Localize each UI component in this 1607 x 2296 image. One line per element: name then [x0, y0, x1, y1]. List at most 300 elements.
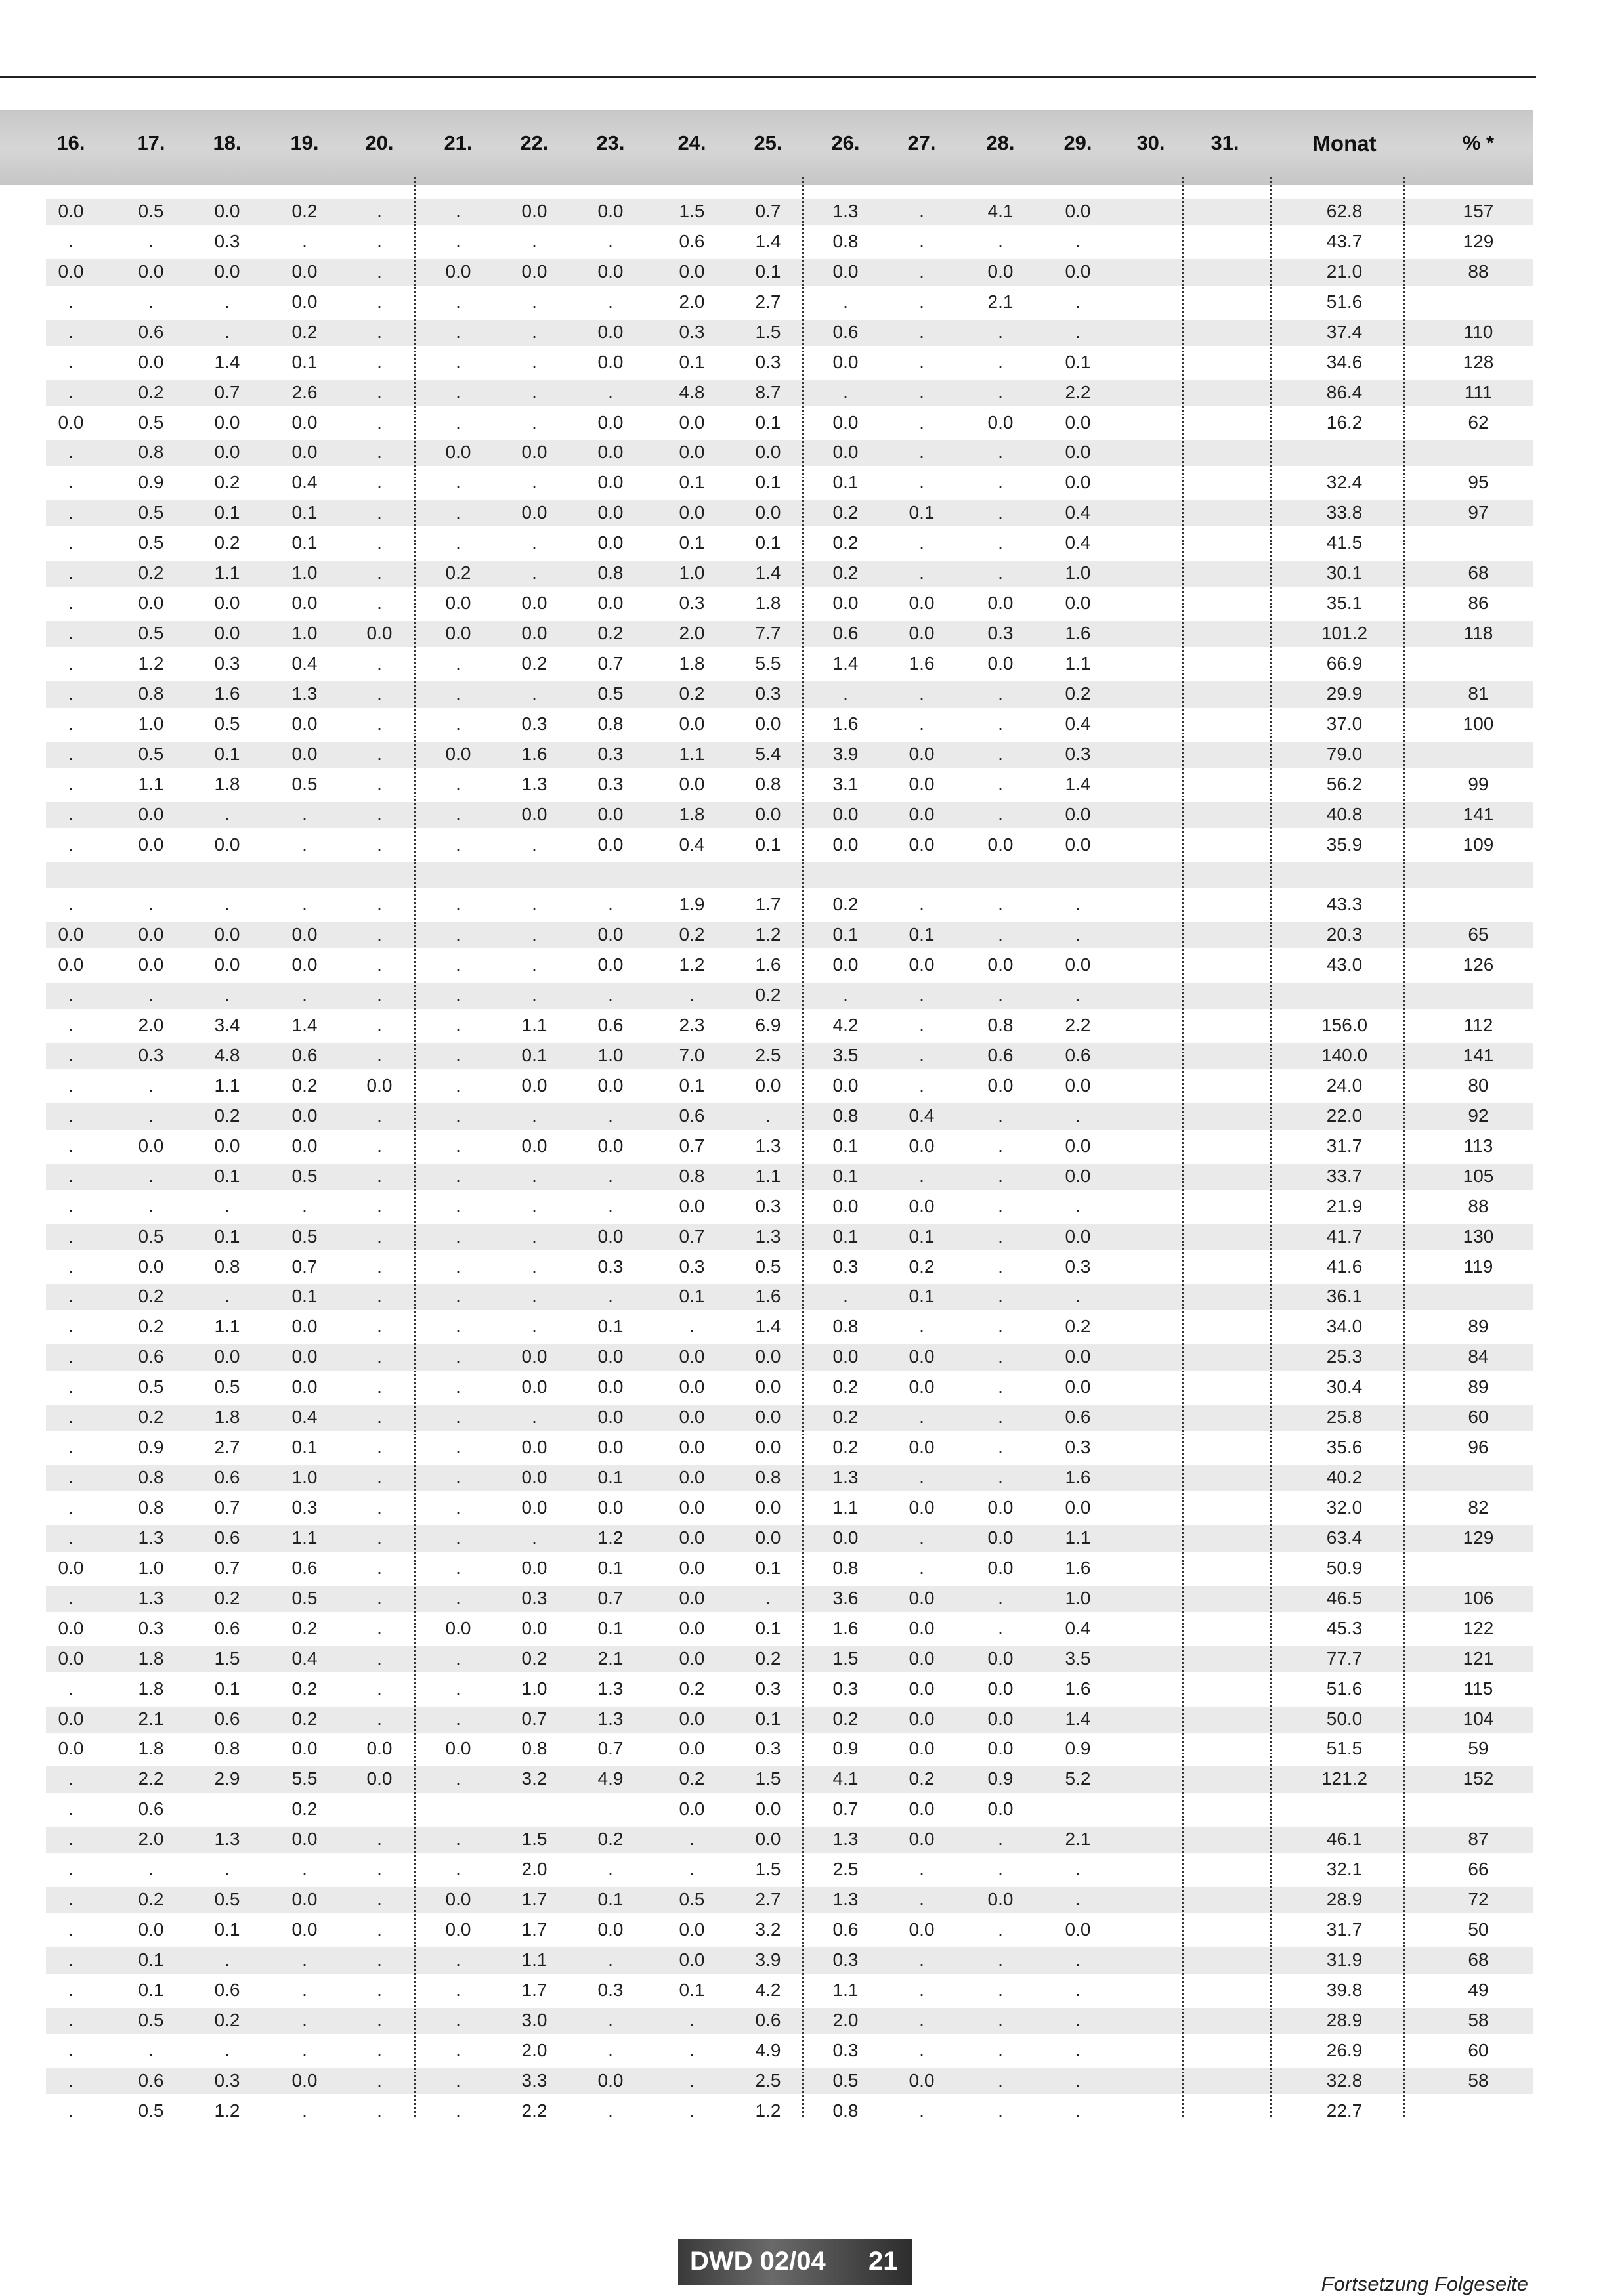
- table-cell: 0.3: [214, 230, 240, 251]
- table-cell: 0.0: [366, 1768, 393, 1789]
- table-cell: .: [456, 1648, 461, 1669]
- row-stripe: [46, 1586, 1533, 1612]
- table-cell: 1.0: [679, 563, 705, 584]
- table-cell: 32.0: [1326, 1497, 1363, 1518]
- table-cell: 21.9: [1326, 1195, 1363, 1216]
- table-cell: 95: [1468, 472, 1489, 493]
- table-cell: .: [68, 291, 74, 312]
- header-day-19: 19.: [290, 131, 319, 154]
- table-cell: 0.0: [755, 1527, 781, 1548]
- table-cell: 0.0: [597, 1135, 624, 1156]
- table-cell: 0.5: [138, 1376, 164, 1397]
- table-cell: 0.5: [291, 1165, 318, 1186]
- table-cell: 0.0: [755, 1407, 781, 1428]
- table-cell: 0.2: [291, 1617, 318, 1638]
- table-cell: .: [302, 1859, 307, 1880]
- table-cell: 1.1: [138, 773, 164, 794]
- header-day-17: 17.: [137, 131, 165, 154]
- table-cell: 0.0: [597, 1437, 624, 1458]
- table-cell: .: [1075, 1195, 1081, 1216]
- table-cell: 50.9: [1326, 1557, 1363, 1578]
- row-stripe: [46, 1766, 1533, 1793]
- table-cell: 0.3: [1065, 1437, 1091, 1458]
- table-cell: 0.0: [597, 1497, 624, 1518]
- table-cell: 1.2: [755, 2100, 781, 2121]
- table-cell: .: [68, 1074, 74, 1095]
- header-day-21: 21.: [444, 131, 473, 154]
- table-cell: .: [456, 321, 461, 342]
- row-stripe: [46, 561, 1533, 587]
- table-cell: .: [148, 894, 154, 915]
- table-cell: .: [1075, 2039, 1081, 2060]
- table-cell: .: [532, 351, 537, 372]
- table-cell: .: [532, 1225, 537, 1246]
- table-cell: .: [608, 1105, 613, 1126]
- table-cell: 1.2: [755, 924, 781, 945]
- table-cell: 0.2: [291, 1798, 318, 1819]
- table-cell: 0.0: [214, 201, 240, 221]
- table-cell: 1.1: [832, 1497, 859, 1518]
- table-cell: 0.8: [832, 230, 859, 251]
- table-cell: 0.0: [291, 743, 318, 764]
- table-cell: 104: [1463, 1708, 1494, 1729]
- table-cell: .: [532, 985, 537, 1006]
- table-cell: .: [456, 1467, 461, 1488]
- table-cell: 97: [1468, 502, 1489, 523]
- table-cell: .: [532, 1407, 537, 1428]
- table-cell: .: [377, 1045, 382, 1066]
- column-separator: [414, 177, 416, 2117]
- table-cell: .: [919, 1889, 924, 1910]
- table-cell: 96: [1468, 1437, 1489, 1458]
- row-stripe: [46, 1405, 1533, 1431]
- table-cell: 0.0: [909, 1587, 935, 1608]
- table-cell: .: [377, 1195, 382, 1216]
- table-cell: 0.3: [987, 623, 1014, 644]
- table-cell: 0.8: [138, 1497, 164, 1518]
- table-cell: 3.2: [755, 1919, 781, 1940]
- table-cell: .: [998, 321, 1003, 342]
- table-cell: 0.2: [909, 1768, 935, 1789]
- table-cell: 0.0: [597, 1919, 624, 1940]
- row-stripe: [46, 2008, 1533, 2034]
- table-cell: 1.3: [832, 1467, 859, 1488]
- table-cell: 0.0: [521, 1074, 547, 1095]
- table-cell: .: [919, 1859, 924, 1880]
- table-cell: 0.3: [597, 1979, 624, 2000]
- table-cell: 0.0: [445, 1919, 471, 1940]
- table-cell: .: [68, 1919, 74, 1940]
- table-cell: .: [377, 1135, 382, 1156]
- table-cell: 1.2: [679, 954, 705, 975]
- table-cell: 0.0: [58, 201, 84, 221]
- table-cell: .: [68, 1195, 74, 1216]
- table-cell: .: [919, 381, 924, 402]
- row-stripe: [46, 380, 1533, 406]
- table-cell: 1.6: [832, 713, 859, 734]
- table-cell: 36.1: [1326, 1286, 1363, 1307]
- table-cell: .: [68, 593, 74, 614]
- table-cell: 0.6: [1065, 1045, 1091, 1066]
- table-cell: 0.0: [445, 743, 471, 764]
- table-cell: .: [608, 2100, 613, 2121]
- table-cell: 0.0: [679, 1708, 705, 1729]
- table-cell: .: [68, 1949, 74, 1970]
- table-cell: .: [68, 1256, 74, 1277]
- table-cell: 0.2: [521, 652, 547, 673]
- table-cell: .: [998, 1587, 1003, 1608]
- table-cell: .: [68, 321, 74, 342]
- column-separator: [1270, 177, 1272, 2117]
- table-cell: 0.1: [679, 351, 705, 372]
- table-cell: .: [919, 1407, 924, 1428]
- table-cell: .: [377, 713, 382, 734]
- table-cell: 1.8: [214, 1407, 240, 1428]
- table-cell: 20.3: [1326, 924, 1363, 945]
- table-cell: 0.1: [597, 1889, 624, 1910]
- table-cell: 0.6: [138, 321, 164, 342]
- table-cell: 110: [1463, 321, 1493, 342]
- table-cell: .: [456, 2100, 461, 2121]
- table-cell: 0.4: [1065, 532, 1091, 553]
- table-cell: .: [456, 1527, 461, 1548]
- table-cell: 0.0: [445, 1617, 471, 1638]
- row-stripe: [46, 1947, 1533, 1974]
- table-cell: 92: [1468, 1105, 1489, 1126]
- table-cell: .: [919, 1074, 924, 1095]
- table-cell: .: [998, 1376, 1003, 1397]
- table-cell: 0.7: [679, 1225, 705, 1246]
- table-cell: 0.0: [58, 924, 84, 945]
- header-day-18: 18.: [213, 131, 242, 154]
- table-cell: .: [608, 230, 613, 251]
- table-cell: .: [456, 1225, 461, 1246]
- table-cell: 0.0: [138, 1135, 164, 1156]
- table-cell: .: [998, 472, 1003, 493]
- table-cell: .: [843, 683, 848, 704]
- table-cell: .: [68, 1889, 74, 1910]
- table-cell: .: [68, 773, 74, 794]
- table-cell: 0.6: [755, 2009, 781, 2030]
- table-cell: .: [998, 2009, 1003, 2030]
- table-cell: 0.0: [521, 442, 547, 463]
- table-cell: 0.5: [138, 623, 164, 644]
- table-cell: 0.0: [58, 1738, 84, 1759]
- table-cell: 0.0: [214, 1135, 240, 1156]
- table-cell: .: [532, 412, 537, 433]
- table-cell: 0.2: [679, 1768, 705, 1789]
- table-cell: .: [689, 985, 695, 1006]
- table-cell: 2.2: [1065, 381, 1091, 402]
- table-cell: 0.0: [909, 1617, 935, 1638]
- table-cell: .: [377, 1648, 382, 1669]
- table-cell: 0.3: [755, 683, 781, 704]
- table-cell: 0.0: [521, 502, 547, 523]
- table-cell: 0.0: [597, 1346, 624, 1367]
- table-cell: 1.1: [214, 1316, 240, 1337]
- table-cell: .: [998, 1105, 1003, 1126]
- table-cell: .: [68, 1678, 74, 1699]
- table-cell: .: [225, 1949, 230, 1970]
- table-cell: 0.0: [138, 1919, 164, 1940]
- table-cell: .: [998, 1407, 1003, 1428]
- table-cell: 0.6: [214, 1979, 240, 2000]
- table-cell: 31.7: [1326, 1919, 1363, 1940]
- table-cell: 99: [1468, 773, 1489, 794]
- table-cell: .: [1075, 894, 1081, 915]
- table-cell: 0.5: [138, 532, 164, 553]
- table-cell: 0.7: [214, 1497, 240, 1518]
- table-cell: 0.8: [597, 563, 624, 584]
- header-day-23: 23.: [596, 131, 625, 154]
- table-cell: 0.0: [909, 954, 935, 975]
- row-stripe: [46, 922, 1533, 948]
- table-cell: 51.6: [1326, 1678, 1363, 1699]
- table-cell: 0.1: [679, 532, 705, 553]
- table-cell: 0.0: [521, 1497, 547, 1518]
- table-cell: 37.0: [1326, 713, 1363, 734]
- table-cell: 0.0: [214, 924, 240, 945]
- table-cell: .: [919, 683, 924, 704]
- table-cell: 3.3: [521, 2070, 547, 2091]
- table-cell: .: [456, 1407, 461, 1428]
- table-cell: 0.1: [597, 1557, 624, 1578]
- table-cell: 0.3: [755, 1678, 781, 1699]
- table-cell: 56.2: [1326, 773, 1363, 794]
- table-cell: 2.0: [832, 2009, 859, 2030]
- table-cell: 0.2: [832, 1708, 859, 1729]
- table-cell: .: [532, 1256, 537, 1277]
- table-cell: 0.0: [987, 1738, 1014, 1759]
- table-cell: 0.1: [832, 1165, 859, 1186]
- table-cell: .: [377, 1467, 382, 1488]
- table-cell: 0.5: [138, 2009, 164, 2030]
- table-cell: 1.0: [597, 1045, 624, 1066]
- table-cell: 1.5: [755, 321, 781, 342]
- table-cell: .: [919, 412, 924, 433]
- table-cell: 43.7: [1326, 230, 1363, 251]
- table-cell: 2.0: [679, 291, 705, 312]
- table-cell: 41.6: [1326, 1256, 1363, 1277]
- table-cell: 0.2: [597, 623, 624, 644]
- table-cell: .: [532, 381, 537, 402]
- table-cell: .: [377, 1316, 382, 1337]
- table-cell: 141: [1463, 803, 1494, 824]
- table-cell: .: [302, 1949, 307, 1970]
- table-cell: 0.0: [1065, 1165, 1091, 1186]
- table-cell: 0.0: [987, 1648, 1014, 1669]
- table-cell: 141: [1463, 1045, 1494, 1066]
- header-day-22: 22.: [520, 131, 549, 154]
- table-cell: 0.3: [832, 1256, 859, 1277]
- table-cell: 0.3: [755, 1738, 781, 1759]
- table-cell: .: [998, 563, 1003, 584]
- table-cell: 0.0: [366, 1074, 393, 1095]
- table-cell: 0.2: [291, 201, 318, 221]
- table-cell: 25.8: [1326, 1407, 1363, 1428]
- table-cell: 0.2: [291, 1678, 318, 1699]
- table-cell: 0.0: [832, 442, 859, 463]
- table-cell: 0.0: [291, 1316, 318, 1337]
- table-cell: 0.3: [521, 713, 547, 734]
- table-cell: 2.2: [138, 1768, 164, 1789]
- table-cell: 0.7: [597, 652, 624, 673]
- table-cell: .: [148, 2039, 154, 2060]
- table-cell: 58: [1468, 2009, 1489, 2030]
- table-cell: 0.0: [755, 803, 781, 824]
- table-cell: 4.8: [214, 1045, 240, 1066]
- table-cell: 0.2: [291, 1708, 318, 1729]
- table-cell: 87: [1468, 1829, 1489, 1850]
- table-cell: .: [998, 2070, 1003, 2091]
- table-cell: 0.0: [679, 1407, 705, 1428]
- table-cell: 43.0: [1326, 954, 1363, 975]
- table-cell: 0.0: [291, 1135, 318, 1156]
- table-cell: 1.1: [832, 1979, 859, 2000]
- table-cell: 0.0: [1065, 1074, 1091, 1095]
- table-cell: 0.0: [597, 2070, 624, 2091]
- table-cell: .: [765, 1587, 771, 1608]
- table-cell: .: [532, 563, 537, 584]
- table-cell: .: [377, 743, 382, 764]
- table-cell: 89: [1468, 1316, 1489, 1337]
- table-cell: 0.0: [832, 412, 859, 433]
- table-cell: .: [68, 351, 74, 372]
- table-cell: 0.0: [138, 261, 164, 282]
- table-cell: .: [532, 291, 537, 312]
- table-cell: 2.1: [138, 1708, 164, 1729]
- table-cell: 0.5: [832, 2070, 859, 2091]
- table-cell: .: [68, 1768, 74, 1789]
- table-cell: .: [456, 1678, 461, 1699]
- table-cell: 0.1: [291, 1437, 318, 1458]
- table-cell: 0.0: [291, 954, 318, 975]
- table-cell: .: [148, 1195, 154, 1216]
- table-cell: 24.0: [1326, 1074, 1363, 1095]
- table-cell: 0.0: [138, 834, 164, 855]
- table-cell: 0.1: [521, 1045, 547, 1066]
- table-cell: 1.3: [291, 683, 318, 704]
- table-cell: .: [608, 894, 613, 915]
- table-cell: 0.0: [909, 1437, 935, 1458]
- table-cell: .: [1075, 924, 1081, 945]
- table-cell: 1.4: [1065, 773, 1091, 794]
- table-cell: 0.2: [755, 985, 781, 1006]
- table-cell: 0.0: [755, 1074, 781, 1095]
- table-cell: .: [68, 1346, 74, 1367]
- table-cell: 0.0: [909, 593, 935, 614]
- table-cell: .: [919, 1045, 924, 1066]
- table-cell: 0.0: [909, 1195, 935, 1216]
- table-cell: 7.7: [755, 623, 781, 644]
- table-cell: 0.6: [597, 1015, 624, 1036]
- table-cell: .: [377, 502, 382, 523]
- table-cell: 0.6: [214, 1708, 240, 1729]
- table-cell: 0.1: [909, 502, 935, 523]
- header-day-24: 24.: [677, 131, 706, 154]
- table-cell: .: [377, 1889, 382, 1910]
- table-cell: 0.5: [291, 773, 318, 794]
- table-cell: 0.0: [291, 593, 318, 614]
- table-cell: 0.0: [679, 1527, 705, 1548]
- table-cell: .: [68, 1045, 74, 1066]
- table-cell: 0.0: [1065, 412, 1091, 433]
- table-cell: 0.0: [1065, 593, 1091, 614]
- table-cell: 0.0: [679, 1798, 705, 1819]
- table-cell: .: [998, 2100, 1003, 2121]
- table-cell: 0.3: [597, 1256, 624, 1277]
- table-cell: 0.1: [138, 1949, 164, 1970]
- table-cell: 1.3: [755, 1225, 781, 1246]
- table-cell: 0.2: [1065, 683, 1091, 704]
- table-cell: .: [377, 1497, 382, 1518]
- table-cell: 0.0: [832, 1195, 859, 1216]
- table-cell: 100: [1463, 713, 1494, 734]
- table-cell: 0.0: [58, 1648, 84, 1669]
- table-cell: 1.2: [214, 2100, 240, 2121]
- table-cell: 0.5: [138, 2100, 164, 2121]
- table-cell: .: [919, 1557, 924, 1578]
- table-cell: .: [456, 1195, 461, 1216]
- table-cell: .: [302, 985, 307, 1006]
- table-cell: .: [919, 1527, 924, 1548]
- table-cell: 0.0: [291, 1829, 318, 1850]
- table-cell: 0.0: [291, 1346, 318, 1367]
- table-cell: 0.0: [291, 2070, 318, 2091]
- row-stripe: [46, 1465, 1533, 1491]
- table-cell: .: [377, 954, 382, 975]
- row-stripe: [46, 199, 1533, 225]
- table-cell: 0.7: [679, 1135, 705, 1156]
- table-cell: 0.0: [987, 1798, 1014, 1819]
- table-cell: 1.8: [679, 652, 705, 673]
- table-cell: .: [456, 713, 461, 734]
- table-cell: 0.0: [291, 1376, 318, 1397]
- table-cell: .: [456, 1015, 461, 1036]
- table-cell: 0.1: [214, 502, 240, 523]
- table-cell: .: [608, 1195, 613, 1216]
- table-cell: 2.5: [755, 2070, 781, 2091]
- table-cell: 0.0: [58, 1617, 84, 1638]
- table-cell: 0.3: [832, 1949, 859, 1970]
- table-cell: 62: [1468, 412, 1489, 433]
- table-cell: 0.0: [291, 412, 318, 433]
- table-cell: 0.6: [291, 1557, 318, 1578]
- table-cell: 0.6: [138, 1346, 164, 1367]
- table-cell: 1.8: [755, 593, 781, 614]
- table-cell: 0.0: [832, 593, 859, 614]
- table-cell: .: [456, 1376, 461, 1397]
- table-cell: .: [456, 954, 461, 975]
- table-cell: 0.0: [597, 1074, 624, 1095]
- table-cell: .: [919, 1015, 924, 1036]
- table-cell: .: [68, 803, 74, 824]
- table-cell: 0.0: [755, 1376, 781, 1397]
- table-cell: .: [1075, 321, 1081, 342]
- table-cell: 32.8: [1326, 2070, 1363, 2091]
- table-cell: 0.1: [138, 1979, 164, 2000]
- table-cell: .: [532, 532, 537, 553]
- table-cell: .: [532, 321, 537, 342]
- table-cell: 0.0: [291, 1105, 318, 1126]
- table-cell: 35.9: [1326, 834, 1363, 855]
- table-cell: 0.0: [679, 1195, 705, 1216]
- table-cell: 0.5: [138, 201, 164, 221]
- table-cell: 0.0: [909, 1708, 935, 1729]
- table-cell: 0.0: [58, 412, 84, 433]
- table-cell: .: [377, 1256, 382, 1277]
- table-cell: 1.4: [1065, 1708, 1091, 1729]
